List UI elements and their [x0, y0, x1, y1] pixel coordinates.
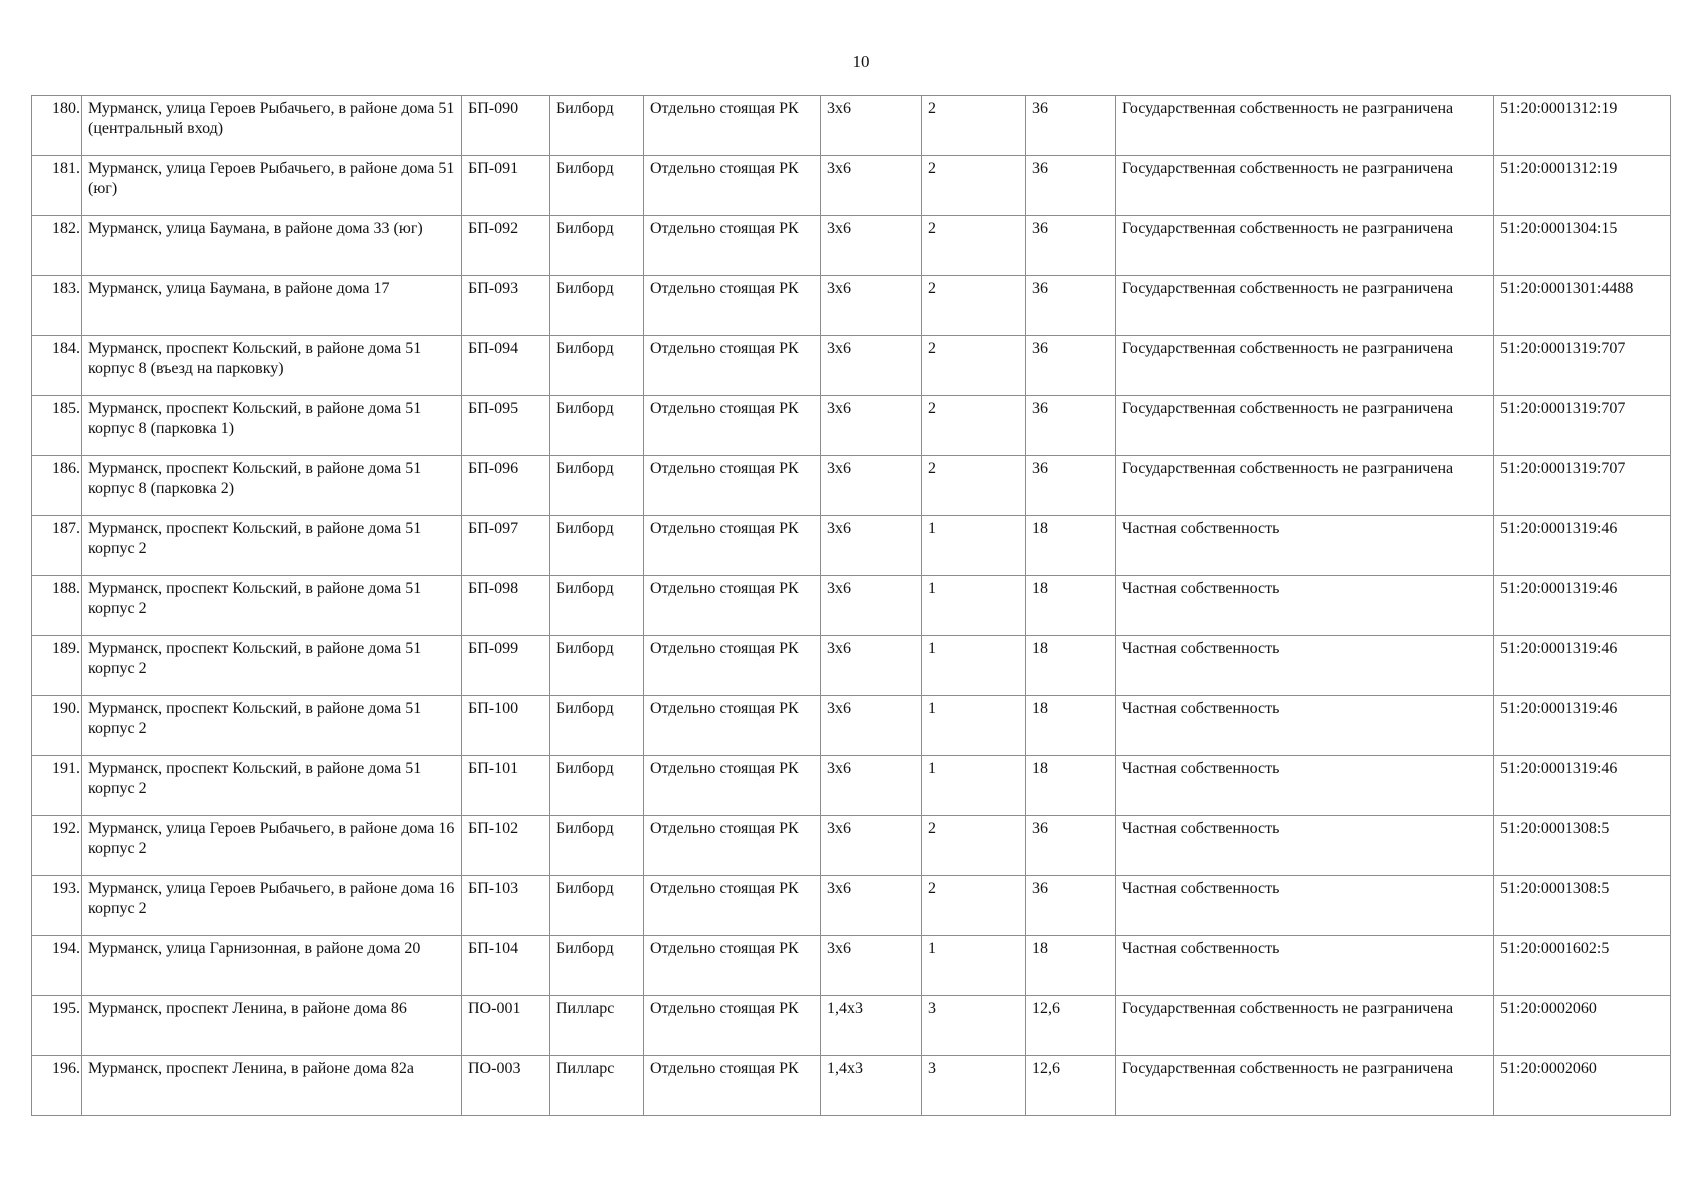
address-cell: Мурманск, проспект Кольский, в районе дома 51 корпус 2: [82, 576, 462, 636]
row-number: 188.: [32, 576, 82, 636]
structure-type-cell: Билборд: [550, 876, 644, 936]
cadastre-number-cell: 51:20:0001312:19: [1494, 96, 1671, 156]
cadastre-number-cell: 51:20:0001319:707: [1494, 396, 1671, 456]
sides-cell: 1: [922, 516, 1026, 576]
code-cell: БП-099: [462, 636, 550, 696]
ownership-cell: Частная собственность: [1116, 696, 1494, 756]
size-cell: 3х6: [821, 696, 922, 756]
code-cell: БП-104: [462, 936, 550, 996]
structure-kind-cell: Отдельно стоящая РК: [644, 1056, 821, 1116]
size-cell: 3х6: [821, 636, 922, 696]
cadastre-number-cell: 51:20:0001602:5: [1494, 936, 1671, 996]
structure-kind-cell: Отдельно стоящая РК: [644, 156, 821, 216]
size-cell: 3х6: [821, 276, 922, 336]
cadastre-number-cell: 51:20:0001308:5: [1494, 816, 1671, 876]
ownership-cell: Частная собственность: [1116, 816, 1494, 876]
table-row: [32, 936, 1671, 996]
area-cell: 36: [1026, 216, 1116, 276]
row-number: 195.: [32, 996, 82, 1056]
structure-type-cell: Билборд: [550, 456, 644, 516]
code-cell: БП-093: [462, 276, 550, 336]
code-cell: БП-098: [462, 576, 550, 636]
size-cell: 3х6: [821, 456, 922, 516]
ownership-cell: Государственная собственность не разграничена: [1116, 1056, 1494, 1116]
size-cell: 3х6: [821, 936, 922, 996]
size-cell: 3х6: [821, 336, 922, 396]
ownership-cell: Государственная собственность не разграничена: [1116, 336, 1494, 396]
area-cell: 12,6: [1026, 996, 1116, 1056]
table-row: [32, 756, 1671, 816]
page-number: 10: [852, 52, 870, 71]
structure-kind-cell: Отдельно стоящая РК: [644, 96, 821, 156]
cadastre-number-cell: 51:20:0001319:46: [1494, 636, 1671, 696]
structure-kind-cell: Отдельно стоящая РК: [644, 216, 821, 276]
cadastre-number-cell: 51:20:0001319:46: [1494, 756, 1671, 816]
size-cell: 3х6: [821, 96, 922, 156]
structure-type-cell: Билборд: [550, 756, 644, 816]
ownership-cell: Государственная собственность не разграничена: [1116, 96, 1494, 156]
cadastre-number-cell: 51:20:0001319:707: [1494, 336, 1671, 396]
cadastre-number-cell: 51:20:0001319:46: [1494, 576, 1671, 636]
row-number: 196.: [32, 1056, 82, 1116]
table-row: [32, 816, 1671, 876]
address-cell: Мурманск, улица Баумана, в районе дома 17: [82, 276, 462, 336]
table-row: [32, 96, 1671, 156]
sides-cell: 2: [922, 336, 1026, 396]
address-cell: Мурманск, проспект Кольский, в районе дома 51 корпус 8 (въезд на парковку): [82, 336, 462, 396]
address-cell: Мурманск, улица Гарнизонная, в районе дома 20: [82, 936, 462, 996]
area-cell: 18: [1026, 696, 1116, 756]
area-cell: 18: [1026, 936, 1116, 996]
row-number: 191.: [32, 756, 82, 816]
table-row: [32, 156, 1671, 216]
area-cell: 36: [1026, 816, 1116, 876]
sides-cell: 1: [922, 576, 1026, 636]
structure-type-cell: Билборд: [550, 156, 644, 216]
size-cell: 3х6: [821, 816, 922, 876]
cadastre-number-cell: 51:20:0002060: [1494, 1056, 1671, 1116]
table-row: [32, 396, 1671, 456]
sides-cell: 1: [922, 936, 1026, 996]
size-cell: 3х6: [821, 216, 922, 276]
area-cell: 12,6: [1026, 1056, 1116, 1116]
sides-cell: 2: [922, 96, 1026, 156]
sides-cell: 3: [922, 996, 1026, 1056]
area-cell: 18: [1026, 636, 1116, 696]
ownership-cell: Государственная собственность не разграничена: [1116, 996, 1494, 1056]
structure-type-cell: Билборд: [550, 636, 644, 696]
ownership-cell: Государственная собственность не разграничена: [1116, 156, 1494, 216]
table-row: [32, 276, 1671, 336]
table-row: [32, 336, 1671, 396]
structure-type-cell: Билборд: [550, 816, 644, 876]
table-row: [32, 576, 1671, 636]
address-cell: Мурманск, проспект Кольский, в районе дома 51 корпус 2: [82, 516, 462, 576]
size-cell: 1,4х3: [821, 1056, 922, 1116]
sides-cell: 1: [922, 756, 1026, 816]
sides-cell: 2: [922, 396, 1026, 456]
address-cell: Мурманск, улица Героев Рыбачьего, в районе дома 16 корпус 2: [82, 816, 462, 876]
structure-type-cell: Билборд: [550, 96, 644, 156]
structure-kind-cell: Отдельно стоящая РК: [644, 816, 821, 876]
cadastre-number-cell: 51:20:0001319:707: [1494, 456, 1671, 516]
structure-kind-cell: Отдельно стоящая РК: [644, 516, 821, 576]
structure-type-cell: Билборд: [550, 276, 644, 336]
structure-kind-cell: Отдельно стоящая РК: [644, 336, 821, 396]
structure-kind-cell: Отдельно стоящая РК: [644, 936, 821, 996]
ownership-cell: Государственная собственность не разграничена: [1116, 216, 1494, 276]
table-row: [32, 876, 1671, 936]
cadastre-number-cell: 51:20:0002060: [1494, 996, 1671, 1056]
area-cell: 36: [1026, 276, 1116, 336]
row-number: 187.: [32, 516, 82, 576]
sides-cell: 2: [922, 816, 1026, 876]
code-cell: БП-094: [462, 336, 550, 396]
table-row: [32, 1056, 1671, 1116]
table-row: [32, 636, 1671, 696]
ownership-cell: Государственная собственность не разграничена: [1116, 456, 1494, 516]
ownership-cell: Государственная собственность не разграничена: [1116, 396, 1494, 456]
structure-kind-cell: Отдельно стоящая РК: [644, 876, 821, 936]
ownership-cell: Частная собственность: [1116, 516, 1494, 576]
row-number: 192.: [32, 816, 82, 876]
row-number: 194.: [32, 936, 82, 996]
code-cell: БП-095: [462, 396, 550, 456]
row-number: 193.: [32, 876, 82, 936]
ownership-cell: Частная собственность: [1116, 636, 1494, 696]
table-row: [32, 456, 1671, 516]
code-cell: БП-102: [462, 816, 550, 876]
row-number: 182.: [32, 216, 82, 276]
table-row: [32, 696, 1671, 756]
sides-cell: 2: [922, 216, 1026, 276]
code-cell: ПО-001: [462, 996, 550, 1056]
size-cell: 3х6: [821, 516, 922, 576]
address-cell: Мурманск, улица Героев Рыбачьего, в районе дома 51 (юг): [82, 156, 462, 216]
structure-kind-cell: Отдельно стоящая РК: [644, 696, 821, 756]
structure-kind-cell: Отдельно стоящая РК: [644, 576, 821, 636]
code-cell: БП-103: [462, 876, 550, 936]
structure-type-cell: Билборд: [550, 516, 644, 576]
area-cell: 18: [1026, 516, 1116, 576]
row-number: 186.: [32, 456, 82, 516]
address-cell: Мурманск, проспект Ленина, в районе дома 82а: [82, 1056, 462, 1116]
code-cell: БП-090: [462, 96, 550, 156]
area-cell: 36: [1026, 876, 1116, 936]
structure-kind-cell: Отдельно стоящая РК: [644, 756, 821, 816]
size-cell: 3х6: [821, 576, 922, 636]
sides-cell: 2: [922, 156, 1026, 216]
structure-kind-cell: Отдельно стоящая РК: [644, 276, 821, 336]
size-cell: 3х6: [821, 396, 922, 456]
row-number: 190.: [32, 696, 82, 756]
structure-type-cell: Билборд: [550, 696, 644, 756]
code-cell: БП-096: [462, 456, 550, 516]
address-cell: Мурманск, проспект Кольский, в районе дома 51 корпус 2: [82, 636, 462, 696]
area-cell: 36: [1026, 336, 1116, 396]
area-cell: 36: [1026, 96, 1116, 156]
code-cell: БП-097: [462, 516, 550, 576]
structure-type-cell: Билборд: [550, 936, 644, 996]
address-cell: Мурманск, проспект Кольский, в районе дома 51 корпус 2: [82, 756, 462, 816]
structure-type-cell: Билборд: [550, 396, 644, 456]
code-cell: БП-091: [462, 156, 550, 216]
sides-cell: 1: [922, 696, 1026, 756]
cadastre-number-cell: 51:20:0001304:15: [1494, 216, 1671, 276]
table-row: [32, 216, 1671, 276]
address-cell: Мурманск, проспект Кольский, в районе дома 51 корпус 8 (парковка 2): [82, 456, 462, 516]
sides-cell: 2: [922, 276, 1026, 336]
address-cell: Мурманск, проспект Ленина, в районе дома 86: [82, 996, 462, 1056]
table-row: [32, 516, 1671, 576]
address-cell: Мурманск, проспект Кольский, в районе дома 51 корпус 2: [82, 696, 462, 756]
structure-type-cell: Пилларс: [550, 1056, 644, 1116]
row-number: 181.: [32, 156, 82, 216]
ownership-cell: Государственная собственность не разграничена: [1116, 276, 1494, 336]
area-cell: 36: [1026, 396, 1116, 456]
cadastre-number-cell: 51:20:0001301:4488: [1494, 276, 1671, 336]
code-cell: БП-092: [462, 216, 550, 276]
ownership-cell: Частная собственность: [1116, 756, 1494, 816]
structure-type-cell: Билборд: [550, 216, 644, 276]
sides-cell: 3: [922, 1056, 1026, 1116]
cadastre-number-cell: 51:20:0001308:5: [1494, 876, 1671, 936]
row-number: 189.: [32, 636, 82, 696]
code-cell: ПО-003: [462, 1056, 550, 1116]
address-cell: Мурманск, улица Баумана, в районе дома 33 (юг): [82, 216, 462, 276]
area-cell: 18: [1026, 576, 1116, 636]
size-cell: 3х6: [821, 156, 922, 216]
structure-type-cell: Билборд: [550, 576, 644, 636]
ownership-cell: Частная собственность: [1116, 936, 1494, 996]
advertising-structures-table: [31, 95, 1671, 1116]
size-cell: 3х6: [821, 756, 922, 816]
sides-cell: 2: [922, 876, 1026, 936]
structure-type-cell: Билборд: [550, 336, 644, 396]
cadastre-number-cell: 51:20:0001319:46: [1494, 696, 1671, 756]
row-number: 183.: [32, 276, 82, 336]
row-number: 184.: [32, 336, 82, 396]
row-number: 180.: [32, 96, 82, 156]
sides-cell: 1: [922, 636, 1026, 696]
area-cell: 36: [1026, 456, 1116, 516]
size-cell: 1,4х3: [821, 996, 922, 1056]
ownership-cell: Частная собственность: [1116, 876, 1494, 936]
structure-kind-cell: Отдельно стоящая РК: [644, 396, 821, 456]
ownership-cell: Частная собственность: [1116, 576, 1494, 636]
area-cell: 18: [1026, 756, 1116, 816]
structure-kind-cell: Отдельно стоящая РК: [644, 636, 821, 696]
code-cell: БП-100: [462, 696, 550, 756]
structure-type-cell: Пилларс: [550, 996, 644, 1056]
structure-kind-cell: Отдельно стоящая РК: [644, 456, 821, 516]
row-number: 185.: [32, 396, 82, 456]
address-cell: Мурманск, проспект Кольский, в районе дома 51 корпус 8 (парковка 1): [82, 396, 462, 456]
address-cell: Мурманск, улица Героев Рыбачьего, в районе дома 51 (центральный вход): [82, 96, 462, 156]
table-row: [32, 996, 1671, 1056]
size-cell: 3х6: [821, 876, 922, 936]
table-body: [32, 96, 1671, 1116]
area-cell: 36: [1026, 156, 1116, 216]
structure-kind-cell: Отдельно стоящая РК: [644, 996, 821, 1056]
sides-cell: 2: [922, 456, 1026, 516]
cadastre-number-cell: 51:20:0001312:19: [1494, 156, 1671, 216]
cadastre-number-cell: 51:20:0001319:46: [1494, 516, 1671, 576]
address-cell: Мурманск, улица Героев Рыбачьего, в районе дома 16 корпус 2: [82, 876, 462, 936]
code-cell: БП-101: [462, 756, 550, 816]
